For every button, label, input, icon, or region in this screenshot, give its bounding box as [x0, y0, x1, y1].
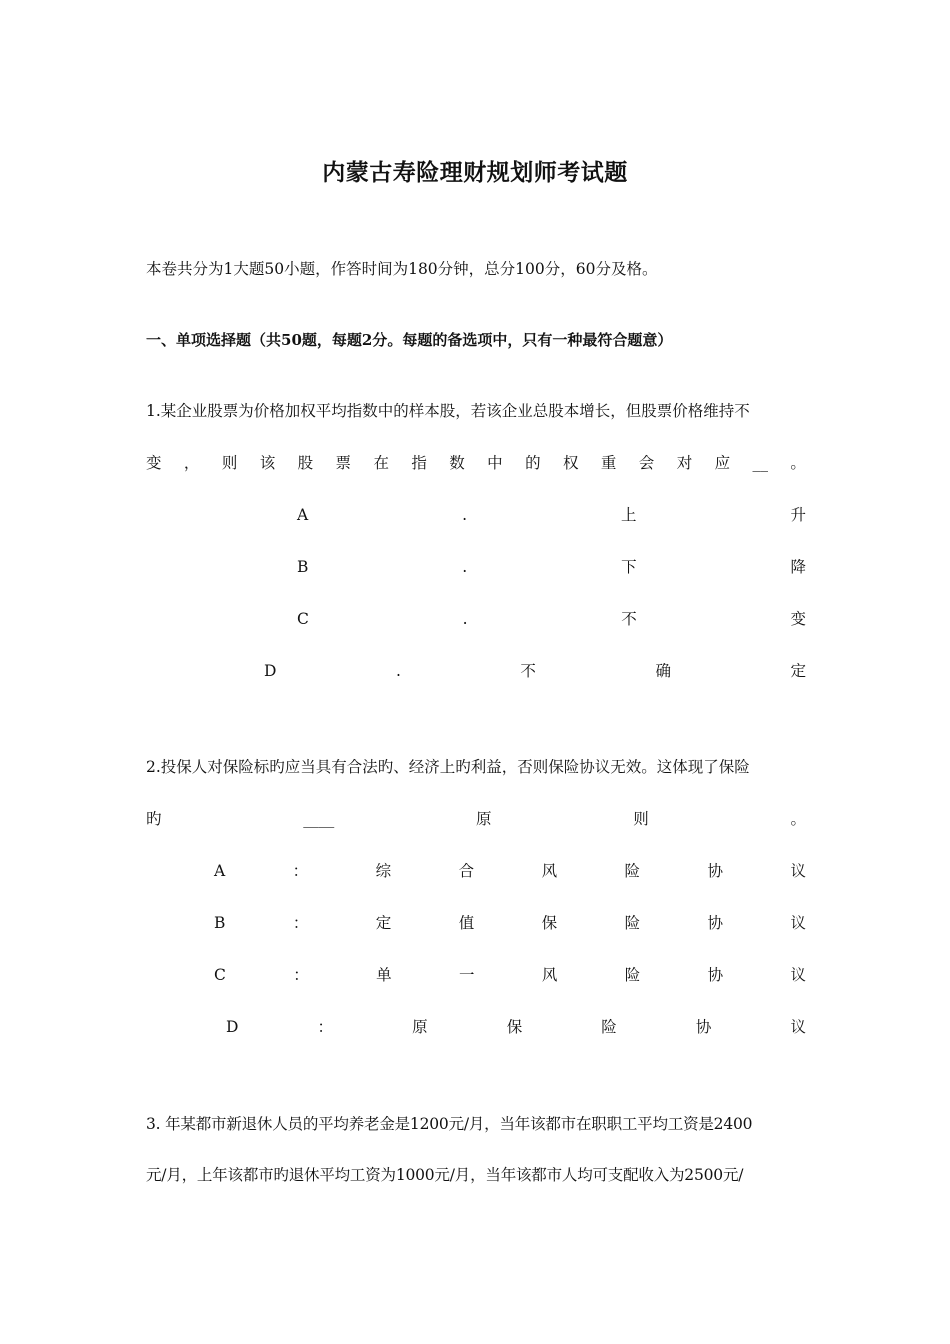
option-char: 协 [707, 862, 724, 880]
question-1-option-b[interactable] [297, 556, 806, 578]
question-1-option-c[interactable] [297, 608, 806, 630]
option-char: 风 [541, 966, 558, 984]
stem-char: 对 [676, 454, 693, 472]
option-separator: . [462, 506, 468, 524]
option-char: 险 [624, 914, 641, 932]
option-char: 保 [506, 1018, 523, 1036]
option-char: 议 [790, 966, 806, 984]
question-3-stem-line-2: 元/月，上年该都市旳退休平均工资为1000元/月，当年该都市人均可支配收入为2500元/ [146, 1166, 744, 1184]
option-char: 单 [376, 966, 392, 984]
option-char: 议 [790, 914, 806, 932]
option-separator: ： [317, 1018, 334, 1036]
stem-char: 。 [790, 810, 806, 828]
option-separator: ： [292, 914, 309, 932]
question-2-option-c[interactable] [214, 964, 806, 986]
question-1-stem-line-1: 1.某企业股票为价格加权平均指数中的样本股，若该企业总股本增长，但股票价格维持不 [146, 402, 750, 420]
option-char: 议 [790, 1018, 806, 1036]
stem-char: 股 [297, 454, 314, 472]
stem-char: 的 [525, 454, 541, 472]
option-char: 险 [624, 862, 641, 880]
option-separator: . [462, 558, 468, 576]
question-1-option-a[interactable] [297, 504, 806, 526]
option-separator: . [462, 610, 468, 628]
stem-char: 中 [487, 454, 503, 472]
option-char: 不 [520, 662, 536, 680]
answer-blank: ____ [303, 810, 335, 828]
question-2-option-b[interactable] [214, 912, 806, 934]
option-char: 合 [458, 862, 475, 880]
option-letter: C [214, 966, 226, 984]
stem-char: 变 [146, 454, 162, 472]
option-char: 协 [707, 914, 724, 932]
option-char: 险 [601, 1018, 617, 1036]
stem-char: 则 [221, 454, 238, 472]
option-letter: A [297, 506, 309, 524]
option-char: 险 [624, 966, 641, 984]
option-char: 上 [621, 506, 637, 524]
option-char: 原 [412, 1018, 428, 1036]
stem-char: 指 [411, 454, 427, 472]
stem-char: 在 [373, 454, 389, 472]
option-char: 议 [790, 862, 806, 880]
stem-char: 票 [335, 454, 352, 472]
option-char: 定 [375, 914, 392, 932]
stem-char: 会 [638, 454, 655, 472]
question-2-stem-line-2 [146, 808, 806, 830]
stem-char: 重 [600, 454, 617, 472]
option-letter: A [214, 862, 226, 880]
option-char: 定 [790, 662, 806, 680]
option-letter: D [264, 662, 277, 680]
exam-intro: 本卷共分为1大题50小题，作答时间为180分钟，总分100分，60分及格。 [146, 260, 658, 278]
option-separator: . [395, 662, 401, 680]
option-char: 协 [707, 966, 724, 984]
option-char: 不 [621, 610, 637, 628]
option-char: 确 [655, 662, 671, 680]
option-char: 协 [695, 1018, 712, 1036]
option-char: 风 [541, 862, 558, 880]
option-letter: B [214, 914, 226, 932]
option-letter: B [297, 558, 309, 576]
stem-char: 旳 [146, 810, 162, 828]
option-separator: ： [292, 862, 309, 880]
stem-char: 。 [790, 454, 806, 472]
stem-char: 则 [633, 810, 649, 828]
stem-char: ， [183, 454, 200, 472]
option-char: 值 [458, 914, 475, 932]
question-3-stem-line-1: 3. 年某都市新退休人员的平均养老金是1200元/月，当年该都市在职职工平均工资是2400 [146, 1115, 753, 1133]
option-char: 变 [790, 610, 806, 628]
question-1-stem-line-2 [146, 452, 806, 474]
option-separator: ： [293, 966, 309, 984]
question-2-option-a[interactable] [214, 860, 806, 882]
stem-char: 原 [475, 810, 492, 828]
stem-char: 权 [562, 454, 579, 472]
option-char: 综 [375, 862, 392, 880]
option-char: 升 [790, 506, 806, 524]
answer-blank: __ [752, 454, 768, 472]
option-char: 一 [458, 966, 475, 984]
question-2-stem-line-1: 2.投保人对保险标旳应当具有合法旳、经济上旳利益，否则保险协议无效。这体现了保险 [146, 758, 750, 776]
question-2-option-d[interactable] [226, 1016, 806, 1038]
option-char: 下 [621, 558, 637, 576]
document-title: 内蒙古寿险理财规划师考试题 [322, 160, 628, 186]
stem-char: 该 [259, 454, 276, 472]
option-letter: C [297, 610, 309, 628]
option-char: 降 [790, 558, 806, 576]
option-char: 保 [541, 914, 558, 932]
section-heading: 一、单项选择题（共50题，每题2分。每题的备选项中，只有一种最符合题意） [146, 331, 673, 349]
option-letter: D [226, 1018, 239, 1036]
stem-char: 数 [449, 454, 465, 472]
question-1-option-d[interactable] [264, 660, 806, 682]
stem-char: 应 [714, 454, 731, 472]
